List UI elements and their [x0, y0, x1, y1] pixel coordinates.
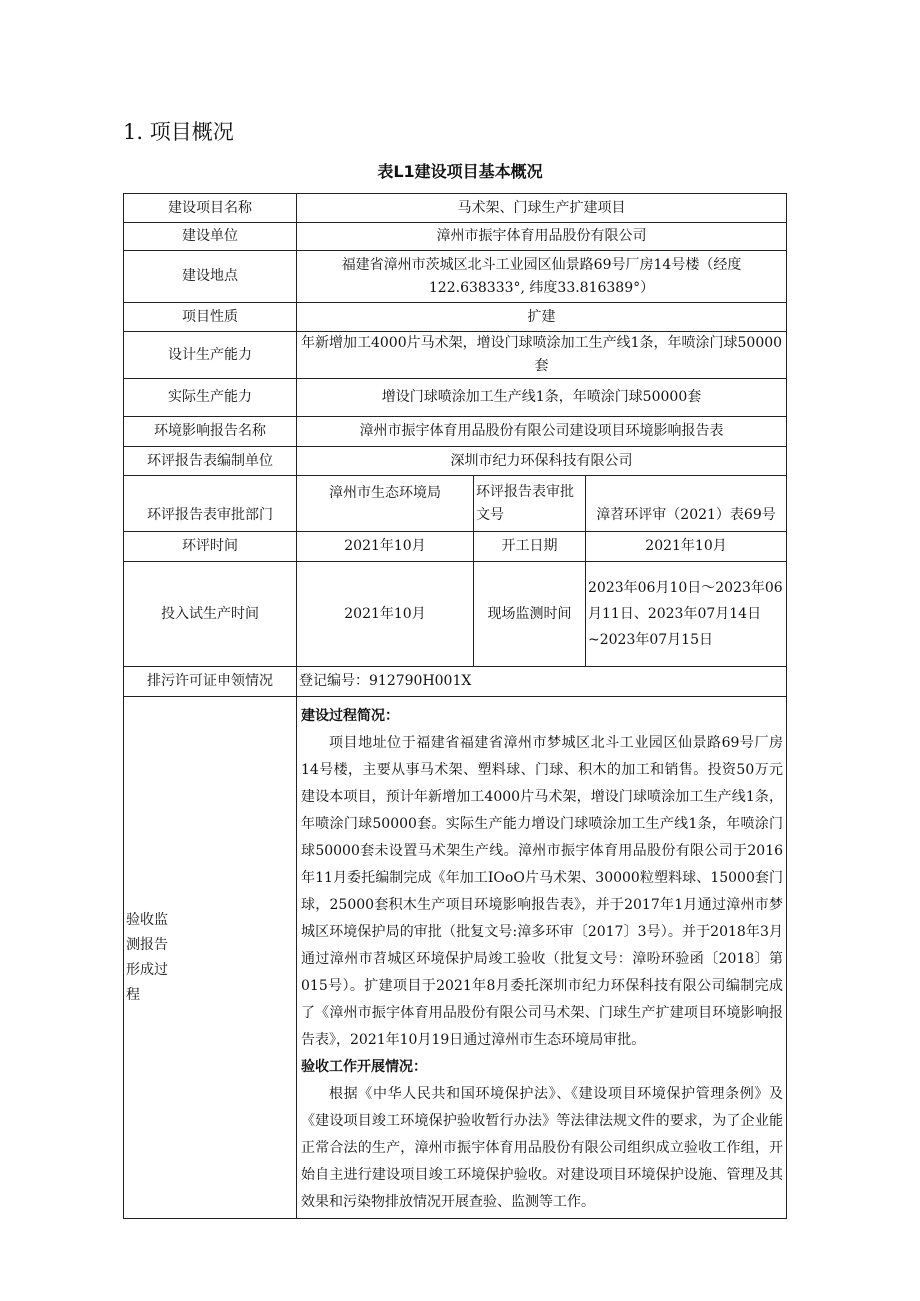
nature-label: 项目性质: [124, 303, 297, 332]
approval-dept-value: 漳州市生态环境局: [297, 476, 474, 532]
start-date-label: 开工日期: [474, 532, 586, 562]
table-row: [124, 447, 787, 476]
design-capacity-label: 设计生产能力: [124, 332, 297, 379]
nature-value: 扩建: [297, 303, 787, 332]
eia-time-label: 环评时间: [124, 532, 297, 562]
table-row: [124, 697, 787, 1219]
acceptance-paragraph: 根据《中华人民共和国环境保护法》、《建设项目环境保护管理条例》及《建设项目竣工环境保护验收暂行办法》等法律法规文件的要求，为了企业能正常合法的生产，漳州市振宇体育用品股份有限公司组织成立验收工作组，开始自主进行建设项目竣工环境保护验收。对建设项目环境保护设施、管理及其效果和污染物排放情况开展查验、监测等工作。: [301, 1086, 784, 1210]
table-caption: 表L1建设项目基本概况: [377, 162, 543, 181]
table-row: [124, 476, 787, 532]
monitor-time-value: 2023年06月10日～2023年06月11日、2023年07月14日~2023年07月15日: [586, 562, 787, 667]
trial-production-label: 投入试生产时间: [124, 562, 297, 667]
table-row: [124, 667, 787, 697]
approval-doc-value: 漳苕环评审（2021）表69号: [586, 476, 787, 532]
approval-doc-label: 环评报告表审批文号: [474, 476, 586, 532]
permit-value: 登记编号：912790H001X: [297, 667, 787, 697]
project-name-value: 马术架、门球生产扩建项目: [297, 194, 787, 223]
construction-paragraph: 项目地址位于福建省福建省漳州市梦城区北斗工业园区仙景路69号厂房14号楼，主要从事马术架、塑料球、门球、积木的加工和销售。投资50万元建设本项目，预计年新增加工4000片马术架，增设门球喷涂加工生产线1条，年喷涂门球50000套。实际生产能力增设门球喷涂加工生产线1条，年喷涂门球50000套未设置马术架生产线。漳州市振宇体育用品股份有限公司于2016年11月委托编制完成《年加工IOoO片马术架、30000粒塑料球、15000套门球，25000套积木生产项目环境影响报告表》，并于2017年1月通过漳州市梦城区环境保护局的审批（批复文号:漳多环审〔2017〕3号）。并于2018年3月通过漳州市苕城区环境保护局竣工验收（批复文号：漳吩环验函〔2018〕第015号）。扩建项目于2021年8月委托深圳市纪力环保科技有限公司编制完成了《漳州市振宇体育用品股份有限公司马术架、门球生产扩建项目环境影响报告表》，2021年10月19日通过漳州市生态环境局审批。: [301, 735, 784, 1048]
project-overview-table: [123, 193, 787, 1219]
monitor-time-label: 现场监测时间: [474, 562, 586, 667]
table-row: [124, 251, 787, 303]
eia-compiler-value: 深圳市纪力环保科技有限公司: [297, 447, 787, 476]
actual-capacity-label: 实际生产能力: [124, 379, 297, 417]
table-row: [124, 303, 787, 332]
table-row: [124, 332, 787, 379]
process-content: [297, 697, 787, 1219]
eia-time-value: 2021年10月: [297, 532, 474, 562]
unit-value: 漳州市振宇体育用品股份有限公司: [297, 223, 787, 251]
table-row: [124, 223, 787, 251]
trial-production-value: 2021年10月: [297, 562, 474, 667]
unit-label: 建设单位: [124, 223, 297, 251]
actual-capacity-value: 增设门球喷涂加工生产线1条，年喷涂门球50000套: [297, 379, 787, 417]
construction-heading: 建设过程简况：: [301, 708, 399, 724]
acceptance-heading: 验收工作开展情况：: [301, 1059, 427, 1075]
process-label: [124, 697, 297, 1219]
table-row: [124, 417, 787, 447]
table-row: [124, 379, 787, 417]
approval-dept-label: 环评报告表审批部门: [124, 476, 297, 532]
design-capacity-value: 年新增加工4000片马术架，增设门球喷涂加工生产线1条，年喷涂门球50000套: [297, 332, 787, 379]
table-row: [124, 562, 787, 667]
location-label: 建设地点: [124, 251, 297, 303]
table-row: [124, 532, 787, 562]
project-name-label: 建设项目名称: [124, 194, 297, 223]
table-row: [124, 194, 787, 223]
process-label-text: 验收监测报告形成过程: [126, 911, 168, 1003]
eia-compiler-label: 环评报告表编制单位: [124, 447, 297, 476]
start-date-value: 2021年10月: [586, 532, 787, 562]
permit-label: 排污许可证申领情况: [124, 667, 297, 697]
section-title: 1. 项目概况: [123, 120, 234, 144]
location-value: 福建省漳州市茨城区北斗工业园区仙景路69号厂房14号楼（经度122.638333°, 纬度33.816389°）: [297, 251, 787, 303]
eia-report-value: 漳州市振宇体育用品股份有限公司建设项目环境影响报告表: [297, 417, 787, 447]
eia-report-label: 环境影响报告名称: [124, 417, 297, 447]
